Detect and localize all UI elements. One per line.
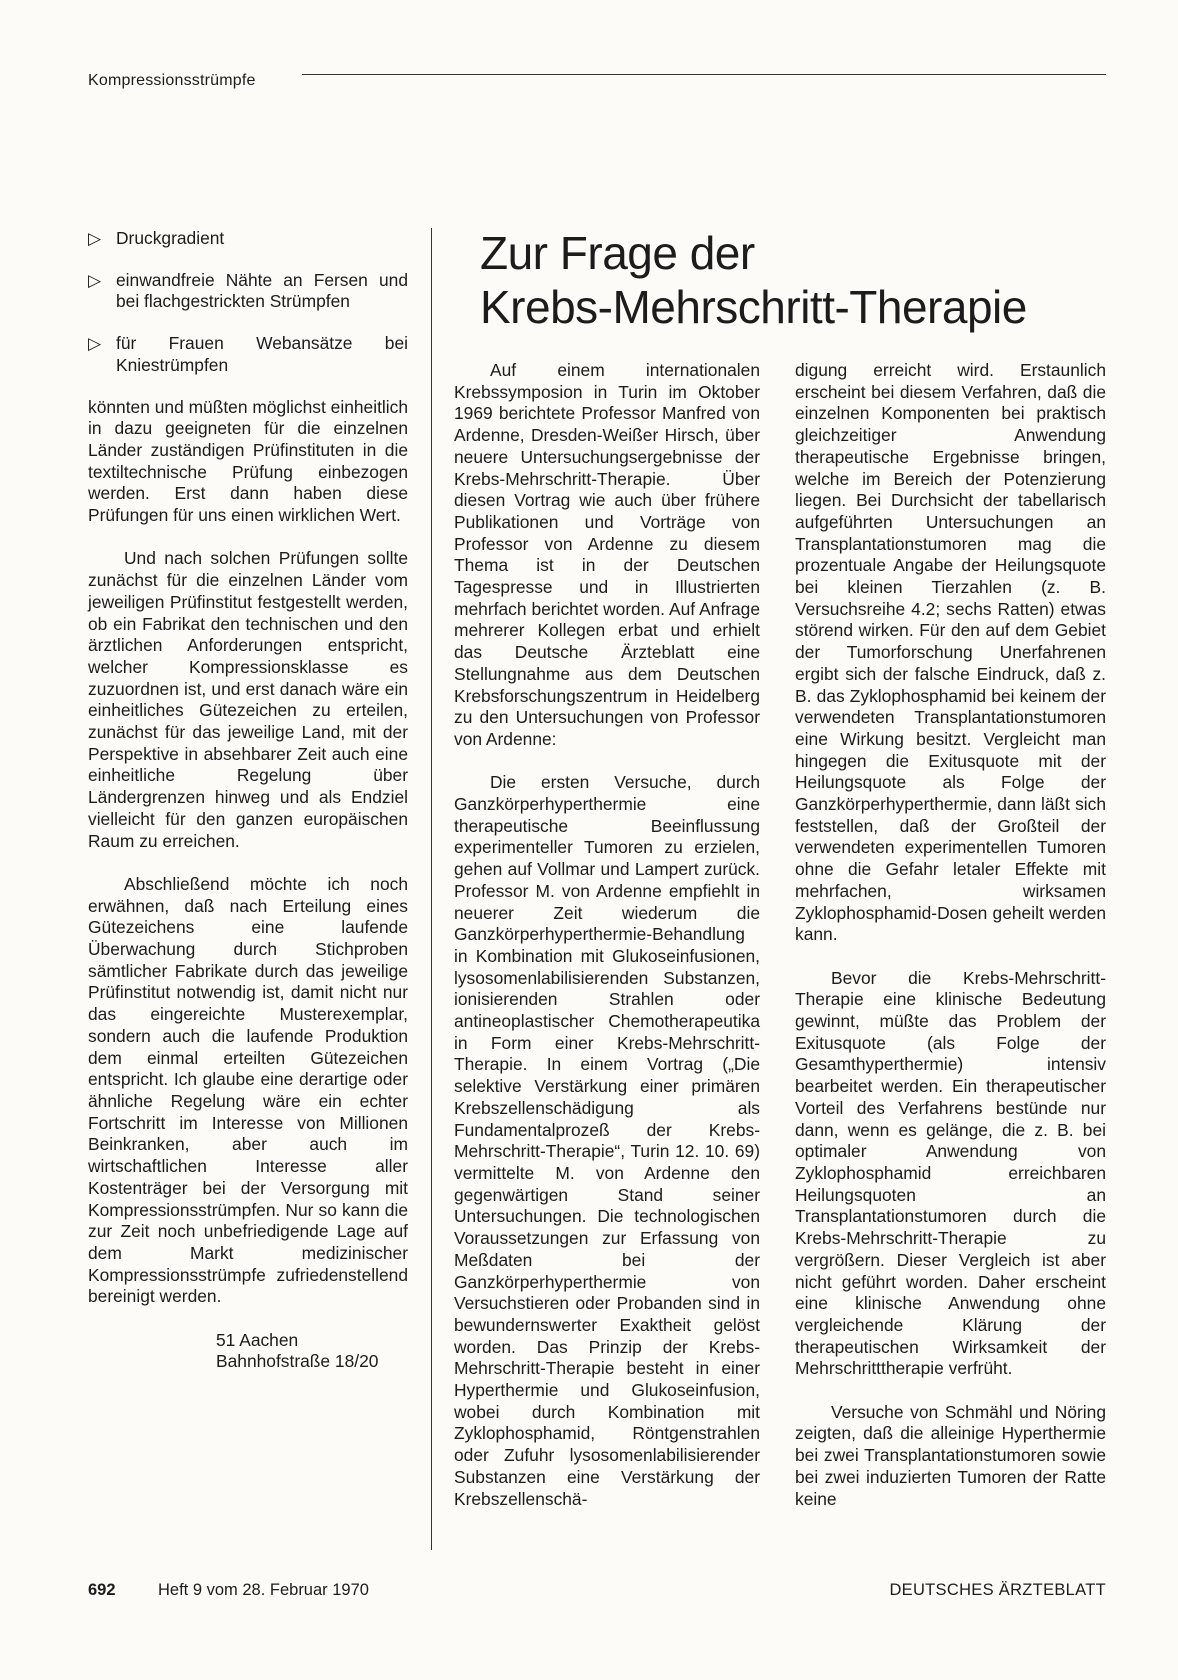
paragraph: Bevor die Krebs-Mehrschritt-Therapie eine klinische Bedeutung gewinnt, müßte das Problem der Exitusquote (als Folge der Gesamthyperthermie) intensiv bearbeitet werden. Ein therapeutischer Vorteil des Verfahrens bestünde nur dann, wenn es gelänge, die z. B. bei optimaler Anwendung von Zyklophosphamid erreichbaren Heilungsquoten an Transplantationstumoren durch die Krebs-Mehrschritt-Therapie zu vergrößern. Dieser Vergleich ist aber nicht geführt worden. Daher erscheint eine klinische Anwendung ohne vergleichende Klärung der therapeutischen Wirksamkeit der Mehrschritttherapie verfrüht. [795,967,1106,1379]
bullet-item: ▷ einwandfreie Nähte an Fersen und bei flachgestrickten Strümpfen [88,270,408,313]
paragraph: Versuche von Schmähl und Nöring zeigten, daß die alleinige Hyperthermie bei zwei Transplantationstumoren sowie bei zwei induzierten Tumoren der Ratte keine [795,1401,1106,1509]
address-city: 51 Aachen [216,1329,299,1350]
paragraph: Auf einem internationalen Krebssymposion in Turin im Oktober 1969 berichtete Professor Manfred von Ardenne, Dresden-Weißer Hirsch, über neuere Untersuchungsergebnisse der Krebs-Mehrschritt-Therapie. Über diesen Vortrag wie auch über frühere Publikationen und Vorträge von Professor von Ardenne zu diesem Thema ist in der Deutschen Tagespresse und in Illustrierten mehrfach berichtet worden. Auf Anfrage mehrerer Kollegen erbat und erhielt das Deutsche Ärzteblatt eine Stellungnahme aus dem Deutschen Krebsforschungszentrum in Heidelberg zu den Untersuchungen von Professor von Ardenne: [454,360,760,749]
article-title [480,226,1027,334]
bullet-list [88,228,408,377]
paragraph: digung erreicht wird. Erstaunlich erscheint bei diesem Verfahren, daß die einzelnen Komponenten bei praktisch gleichzeitiger Anwendung therapeutische Ergebnisse bringen, welche im Bereich der Potenzierung liegen. Bei Durchsicht der tabellarisch aufgeführten Untersuchungen an Transplantationstumoren mag die prozentuale Angabe der Heilungsquote bei kleinen Tierzahlen (z. B. Versuchsreihe 4.2; sechs Ratten) etwas störend wirken. Für den auf dem Gebiet der Tumorforschung Unerfahrenen ergibt sich der falsche Eindruck, daß z. B. das Zyklophosphamid bei keinem der verwendeten Transplantationstumoren eine Wirkung besitzt. Vergleicht man hingegen die Exitusquote mit der Heilungsquote als Folge der Ganzkörperhyperthermie, dann läßt sich feststellen, daß der Großteil der verwendeten experimentellen Tumoren ohne die Gefahr letaler Effekte mit mehrfachen, wirksamen Zyklophosphamid-Dosen geheilt werden kann. [795,360,1106,945]
paragraph: könnten und müßten möglichst einheitlich in dazu geeigneten für die einzelnen Länder zuständigen Prüfinstituten in die textiltechnische Prüfung einbezogen werden. Erst dann haben diese Prüfungen für uns einen wirklichen Wert. [88,396,408,526]
header-rule [302,74,1106,75]
journal-name: DEUTSCHES ÄRZTEBLATT [889,1581,1106,1599]
author-address [216,1330,408,1373]
bullet-item: ▷ Druckgradient [88,228,408,250]
running-head: Kompressionsstrümpfe [88,72,256,89]
article-column-middle [454,360,760,1532]
address-street: Bahnhofstraße 18/20 [216,1351,379,1372]
article-column-right [795,360,1106,1532]
paragraph: Die ersten Versuche, durch Ganzkörperhyperthermie eine therapeutische Beeinflussung experimenteller Tumoren zu erzielen, gehen auf Vollmar und Lampert zurück. Professor M. von Ardenne empfiehlt in neuerer Zeit wiederum die Ganzkörperhyperthermie-Behandlung in Kombination mit Glukoseinfusionen, lysosomenlabilisierenden Substanzen, ionisierenden Strahlen oder antineoplastischer Chemotherapeutika in Form einer Krebs-Mehrschritt-Therapie. In einem Vortrag („Die selektive Verstärkung einer primären Krebszellenschädigung als Fundamentalprozeß der Krebs-Mehrschritt-Therapie“, Turin 12. 10. 69) vermittelte M. von Ardenne den gegenwärtigen Stand seiner Untersuchungen. Die technologischen Voraussetzungen zur Erfassung von Meßdaten bei der Ganzkörperhyperthermie von Versuchstieren oder Probanden sind in bewundernswerter Exaktheit gelöst worden. Das Prinzip der Krebs-Mehrschritt-Therapie besteht in einer Hyperthermie und Glukoseinfusion, wobei durch Kombination mit Zyklophosphamid, Röntgenstrahlen oder Zufuhr lysosomenlabilisierender Substanzen eine Verstärkung der Krebszellenschä- [454,772,760,1509]
paragraph: Und nach solchen Prüfungen sollte zunächst für die einzelnen Länder vom jeweiligen Prüfinstitut festgestellt werden, ob ein Fabrikat den technischen und den ärztlichen Anforderungen entspricht, welcher Kompressionsklasse es zuzuordnen ist, und erst danach wäre ein einheitliches Gütezeichen zu erteilen, zunächst für das jeweilige Land, mit der Perspektive in absehbarer Zeit auch eine einheitliche Regelung über Ländergrenzen hinweg und als Endziel vielleicht für den ganzen europäischen Raum zu erreichen. [88,548,408,851]
issue-info: Heft 9 vom 28. Februar 1970 [158,1581,369,1599]
paragraph: Abschließend möchte ich noch erwähnen, daß nach Erteilung eines Gütezeichens eine laufende Überwachung durch Stichproben sämtlicher Fabrikate durch das jeweilige Prüfinstitut notwendig ist, damit nicht nur das eingereichte Musterexemplar, sondern auch die laufende Produktion dem einmal erteilten Gütezeichen entspricht. Ich glaube eine derartige oder ähnliche Regelung wäre ein echter Fortschritt im Interesse von Millionen Beinkranken, aber auch im wirtschaftlichen Interesse aller Kostenträger bei der Versorgung mit Kompressionsstrümpfen. Nur so kann die zur Zeit noch unbefriedigende Lage auf dem Markt medizinischer Kompressionsstrümpfe zufriedenstellend bereinigt werden. [88,873,408,1307]
column-divider [431,228,432,1550]
title-line: Zur Frage der [480,227,755,279]
left-column [88,228,408,1373]
title-line: Krebs-Mehrschritt-Therapie [480,281,1027,333]
page-number: 692 [88,1581,116,1599]
bullet-item: ▷ für Frauen Webansätze bei Kniestrümpfen [88,333,408,376]
